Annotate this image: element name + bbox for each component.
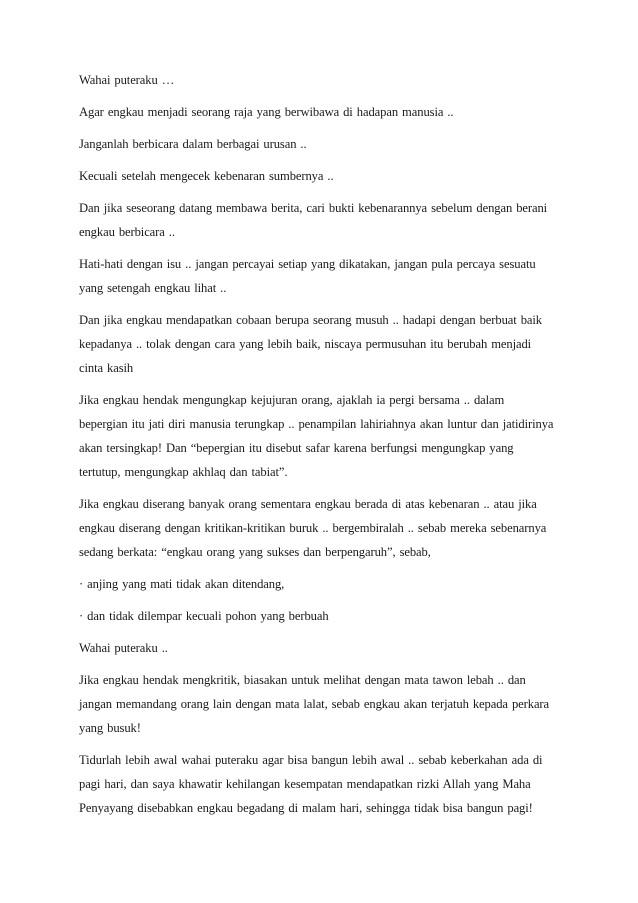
paragraph (79, 132, 561, 156)
paragraph (79, 388, 561, 484)
paragraph (79, 252, 561, 300)
text-line: pagi hari, dan saya khawatir kehilangan kesempatan mendapatkan rizki Allah yang Maha (79, 777, 531, 791)
paragraph (79, 748, 561, 820)
text-line: Jika engkau hendak mengungkap kejujuran orang, ajaklah ia pergi bersama .. dalam (79, 393, 505, 407)
text-line: Jika engkau hendak mengkritik, biasakan untuk melihat dengan mata tawon lebah .. dan (79, 673, 526, 687)
text-line: Wahai puteraku .. (79, 641, 168, 655)
text-line: bepergian itu jati diri manusia terungkap .. penampilan lahiriahnya akan luntur dan jatidirinya (79, 417, 554, 431)
text-line: jangan memandang orang lain dengan mata lalat, sebab engkau akan terjatuh kepada perkara (79, 697, 550, 711)
text-line: yang busuk! (79, 721, 141, 735)
text-line: Dan jika engkau mendapatkan cobaan berupa seorang musuh .. hadapi dengan berbuat baik (79, 313, 543, 327)
text-line: Penyayang disebabkan engkau begadang di malam hari, sehingga tidak bisa bangun pagi! (79, 801, 533, 815)
text-line: Dan jika seseorang datang membawa berita, cari bukti kebenarannya sebelum dengan berani (79, 201, 548, 215)
text-line: tertutup, mengungkap akhlaq dan tabiat”. (79, 465, 288, 479)
text-line: Agar engkau menjadi seorang raja yang berwibawa di hadapan manusia .. (79, 105, 454, 119)
paragraph (79, 100, 561, 124)
text-line: sedang berkata: “engkau orang yang sukses dan berpengaruh”, sebab, (79, 545, 431, 559)
paragraph (79, 164, 561, 188)
text-line: · anjing yang mati tidak akan ditendang, (79, 577, 285, 591)
paragraph (79, 668, 561, 740)
text-line: · dan tidak dilempar kecuali pohon yang berbuah (79, 609, 329, 623)
text-line: yang setengah engkau lihat .. (79, 281, 227, 295)
paragraph (79, 308, 561, 380)
paragraph (79, 572, 561, 596)
text-line: engkau berbicara .. (79, 225, 175, 239)
text-line: Jika engkau diserang banyak orang sementara engkau berada di atas kebenaran .. atau jika (79, 497, 537, 511)
text-line: Janganlah berbicara dalam berbagai urusan .. (79, 137, 307, 151)
paragraph (79, 196, 561, 244)
text-line: Wahai puteraku … (79, 73, 175, 87)
text-line: Hati-hati dengan isu .. jangan percayai setiap yang dikatakan, jangan pula percaya sesuatu (79, 257, 536, 271)
text-line: akan tersingkap! Dan “bepergian itu disebut safar karena berfungsi mengungkap yang (79, 441, 514, 455)
text-line: engkau diserang dengan kritikan-kritikan buruk .. bergembiralah .. sebab mereka sebenarnya (79, 521, 547, 535)
text-line: Kecuali setelah mengecek kebenaran sumbernya .. (79, 169, 334, 183)
paragraph (79, 604, 561, 628)
text-line: cinta kasih (79, 361, 134, 375)
paragraph (79, 492, 561, 564)
text-line: Tidurlah lebih awal wahai puteraku agar bisa bangun lebih awal .. sebab keberkahan ada di (79, 753, 543, 767)
paragraph (79, 636, 561, 660)
text-line: kepadanya .. tolak dengan cara yang lebih baik, niscaya permusuhan itu berubah menjadi (79, 337, 532, 351)
document-body (79, 68, 561, 828)
paragraph (79, 68, 561, 92)
